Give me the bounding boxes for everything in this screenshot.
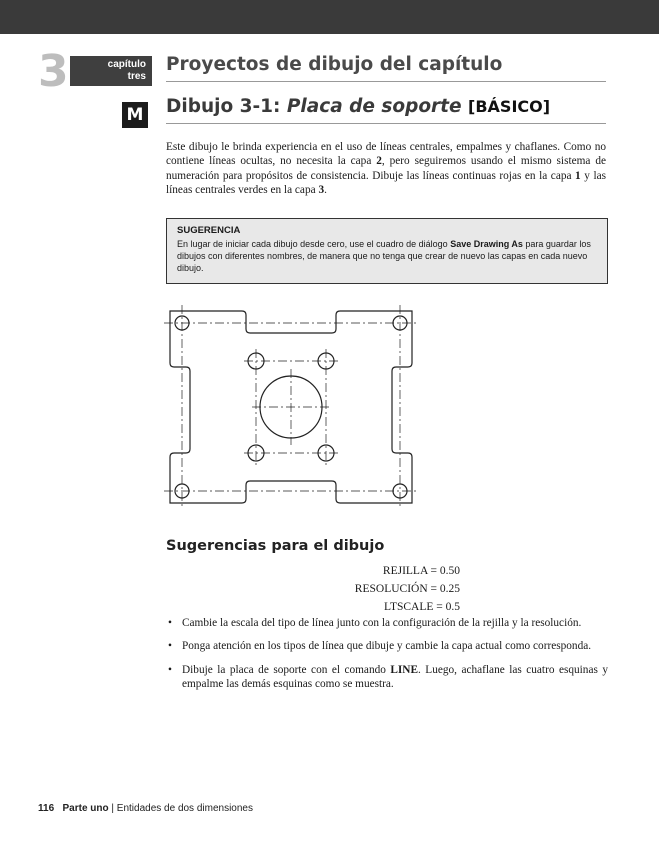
top-bar [0, 0, 659, 34]
drawing-title-name: Placa de soporte [286, 96, 462, 117]
center-lines [164, 305, 418, 509]
tip-command: Save Drawing As [450, 239, 523, 249]
drawing-level: [BÁSICO] [468, 97, 551, 116]
tips-list [166, 616, 608, 701]
setting-ltscale: LTSCALE = 0.5 [383, 601, 460, 613]
tip-text-1: En lugar de iniciar cada dibujo desde cero, use el cuadro de diálogo [177, 239, 451, 249]
intro-text-4: . [324, 184, 327, 197]
setting-grid: REJILLA = 0.50 [382, 565, 460, 577]
intro-text-3: y las líneas centrales verdes en la capa [166, 169, 606, 197]
list-item [166, 616, 608, 630]
tip-text-2: para guardar los dibujos con diferentes nombres, de manera que no tenga que crear de nuevo las capas en cada nuevo dibujo. [177, 239, 591, 273]
chapter-title: Proyectos de dibujo del capítulo [166, 54, 606, 82]
footer-part: Parte uno [62, 803, 109, 814]
intro-layer-3: 3 [318, 184, 325, 197]
tip-box [166, 218, 608, 284]
support-plate-drawing [160, 303, 422, 511]
page-footer [38, 803, 253, 814]
chapter-label-line1: capítulo [107, 59, 146, 70]
intro-layer-2: 2 [376, 155, 382, 168]
bullet-icon: • [168, 663, 172, 676]
drawing-title [166, 96, 606, 124]
bullet-icon: • [168, 640, 172, 653]
intro-text-1: Este dibujo le brinda experiencia en el uso de líneas centrales, empalmes y chaflanes. Como no contiene líneas ocultas, no necesita la capa [166, 141, 606, 168]
drawing-title-prefix: Dibujo 3-1: [166, 96, 287, 117]
drawing-badge: M [122, 102, 148, 128]
intro-layer-1: 1 [575, 169, 581, 182]
chapter-label-box [70, 56, 152, 86]
list-item [166, 663, 608, 692]
tip-text [177, 238, 597, 274]
footer-title: Entidades de dos dimensiones [116, 803, 253, 814]
list-item [166, 639, 608, 653]
drawing-settings [280, 562, 460, 616]
list-item-text: Ponga atención en los tipos de línea que dibuje y cambie la capa actual como corresponda. [182, 640, 592, 653]
chapter-label-line2: tres [127, 71, 146, 82]
list-item-command: LINE [390, 663, 418, 676]
setting-snap: RESOLUCIÓN = 0.25 [354, 583, 460, 595]
chapter-number: 3 [38, 46, 69, 97]
list-item-text: Cambie la escala del tipo de línea junto con la configuración de la rejilla y la resolución. [182, 617, 582, 629]
bullet-icon: • [168, 617, 172, 629]
page-number: 116 [38, 803, 55, 814]
intro-text-2: , pero seguiremos usando el mismo sistema de numeración para propósitos de consistencia. Dibuje las líneas continuas rojas en la capa [166, 155, 606, 182]
footer-separator: | [111, 803, 114, 814]
intro-paragraph [166, 140, 606, 198]
section-heading: Sugerencias para el dibujo [166, 538, 385, 554]
list-item-text-end: . Luego, achaflane las cuatro esquinas y empalme las demás esquinas como se muestra. [182, 663, 608, 691]
tip-heading: SUGERENCIA [177, 225, 241, 236]
list-item-text: Dibuje la placa de soporte con el comando [182, 663, 391, 676]
